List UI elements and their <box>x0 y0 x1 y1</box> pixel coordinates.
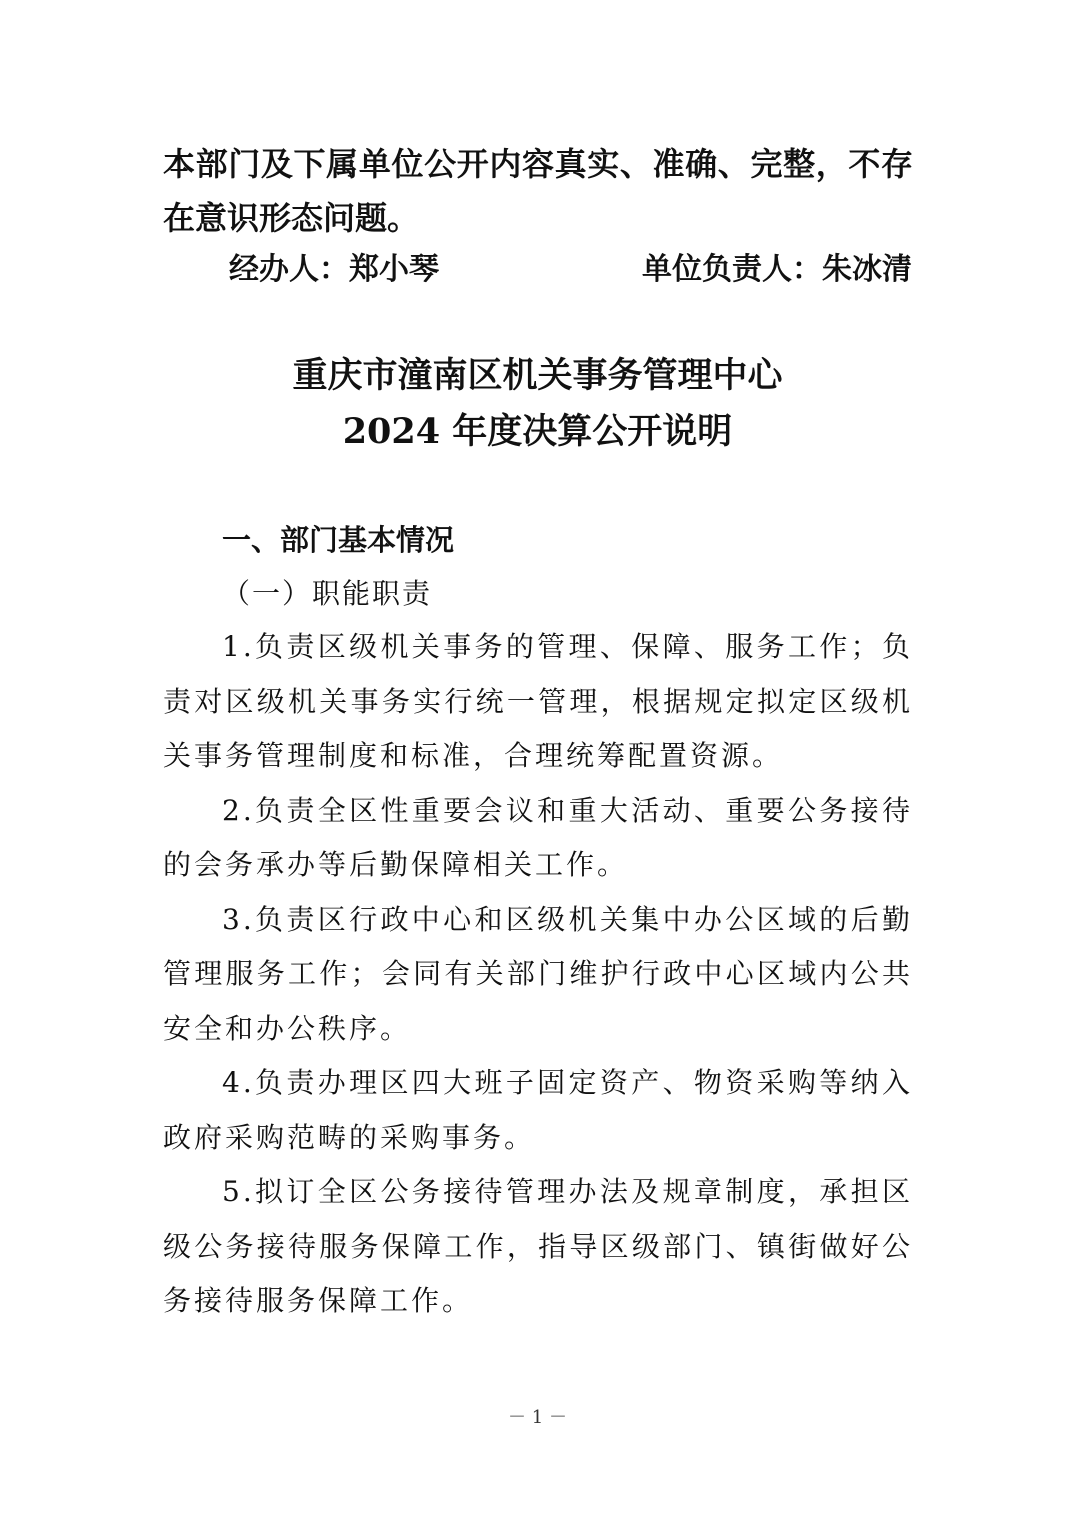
duty-item: 1.负责区级机关事务的管理、保障、服务工作；负责对区级机关事务实行统一管理，根据规定拟定区级机关事务管理制度和标准，合理统筹配置资源。 <box>163 630 913 772</box>
document-title-organization: 重庆市潼南区机关事务管理中心 <box>292 355 783 396</box>
duty-item: 3.负责区行政中心和区级机关集中办公区域的后勤管理服务工作；会同有关部门维护行政中心区域内公共安全和办公秩序。 <box>163 902 913 1045</box>
subsection-heading: （一）职能职责 <box>222 577 433 610</box>
duties-list <box>163 620 913 1329</box>
section-heading: 一、部门基本情况 <box>222 523 455 557</box>
page-number: － 1 － <box>508 1407 567 1428</box>
duty-item: 5.拟订全区公务接待管理办法及规章制度，承担区级公务接待服务保障工作，指导区级部门、镇街做好公务接待服务保障工作。 <box>163 1175 913 1317</box>
document-title-subject: 2024 年度决算公开说明 <box>342 411 733 452</box>
handler-signature: 经办人：郑小琴 <box>229 252 439 287</box>
unit-head-signature: 单位负责人：朱冰清 <box>642 252 912 287</box>
duty-item: 4.负责办理区四大班子固定资产、物资采购等纳入政府采购范畴的采购事务。 <box>163 1066 913 1154</box>
duty-item: 2.负责全区性重要会议和重大活动、重要公务接待的会务承办等后勤保障相关工作。 <box>163 793 913 881</box>
authenticity-statement: 本部门及下属单位公开内容真实、准确、完整，不存在意识形态问题。 <box>163 145 913 237</box>
